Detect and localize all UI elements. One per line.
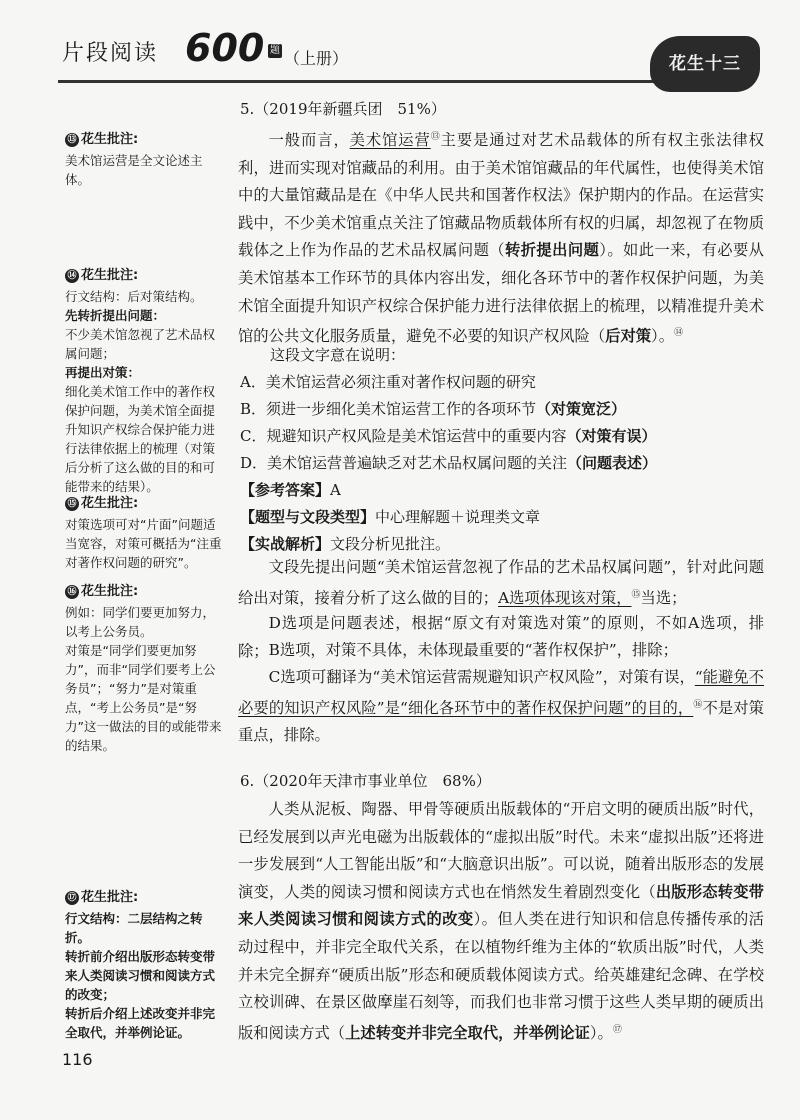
note-title — [65, 888, 225, 907]
note-ref: ⑯ — [693, 699, 703, 710]
explanation-4 — [238, 664, 764, 750]
question-6-heading: 6.（2020年天津市事业单位 68%） — [240, 772, 491, 790]
answer-line — [240, 479, 341, 500]
passage-text: ）。 — [589, 1023, 613, 1042]
passage-text: 一般而言， — [268, 131, 350, 150]
option-note: （对策有误） — [566, 427, 657, 445]
explanation-text: 文段先提出问题“美术馆运营忽视了作品的艺术品权属问题”，针对此问题给出对策，接着分析了这么做的目的； — [238, 558, 764, 607]
sidebar-note-17 — [65, 888, 225, 1042]
note-line: 再提出对策： — [65, 365, 141, 380]
page-header — [0, 0, 800, 100]
page-number: 116 — [62, 1050, 93, 1069]
book-number-badge: 题 — [270, 45, 280, 56]
explanation-underlined: “能避免不必要的知识产权风险”是“细化各环节中的著作权保护问题”的目的， — [238, 668, 764, 717]
note-title — [65, 266, 225, 285]
note-title-text: 花生批注: — [81, 268, 139, 283]
note-ref: ⑰ — [612, 1024, 622, 1035]
note-ref: ⑬ — [430, 132, 441, 142]
passage-emphasis: 转折提出问题 — [505, 241, 600, 260]
passage-text: ）。 — [651, 327, 674, 346]
passage-text: 主要是通过对艺术品载体的所有权主张法律权利，进而实现对馆藏品的利用。由于美术馆馆藏品的年代属性，也使得美术馆中的大量馆藏品是在《中华人民共和国著作权法》保护期内的作品。在运营实践中，不少美术馆重点关注了馆藏品物质载体所有权的归属，却忽视了在物质载体之上作为作品的艺术品权属问题（ — [238, 131, 764, 260]
question-6-passage — [238, 796, 764, 1047]
note-line: 细化美术馆工作中的著作权保护问题，为美术馆全面提升知识产权综合保护能力进行法律依据上的梳理（对策后分析了这么做的目的和可能带来的结果）。 — [65, 384, 216, 494]
explanation-3: B选项，对策不具体，未体现最重要的“著作权保护”，排除； — [268, 641, 678, 659]
answer-value: A — [330, 481, 341, 499]
type-value: 中心理解题＋说理类文章 — [375, 508, 541, 526]
note-number: ⑬ — [65, 133, 79, 147]
type-line — [240, 506, 540, 527]
passage-text: ）。但人类在进行知识和信息传播传承的活动过程中，并非完全取代关系，在以植物纤维为主体的“软质出版”时代，人类并未完全摒弃“硬质出版”形态和硬质载体阅读方式。给英雄建纪念碑、在学校立校训碑、在景区做摩崖石刻等，而我们也非常习惯于这些人类早期的硬质出版和阅读方式（ — [238, 910, 764, 1042]
note-ref: ⑭ — [674, 328, 684, 339]
book-title: 片段阅读 — [62, 41, 159, 66]
option-text: B．须进一步细化美术馆运营工作的各项环节 — [240, 400, 537, 418]
note-number: ⑭ — [65, 269, 79, 283]
explanation-underlined: A选项体现该对策， — [498, 588, 632, 607]
option-d — [240, 452, 657, 473]
explanation-2: D选项是问题表述，根据“原文有对策选对策”的原则，不如A选项，排除； — [238, 614, 764, 660]
analysis-label: 【实战解析】 — [240, 535, 331, 553]
note-line: 例如：同学们要更加努力，以考上公务员。 — [65, 605, 216, 639]
sidebar-note-15 — [65, 494, 225, 572]
note-number: ⑰ — [65, 891, 79, 905]
book-volume: （上册） — [284, 49, 349, 68]
note-title — [65, 582, 225, 601]
passage-emphasis: 上述转变并非完全取代，并举例论证 — [345, 1023, 590, 1042]
note-title-text: 花生批注: — [81, 132, 139, 147]
explanation-text: 当选； — [640, 588, 687, 607]
note-title — [65, 130, 225, 149]
note-line: 美术馆运营是全文论述主体。 — [65, 153, 203, 187]
answer-label: 【参考答案】 — [240, 481, 331, 499]
explanation-text: C选项可翻译为“美术馆运营需规避知识产权风险”，对策有误， — [268, 668, 695, 686]
option-c — [240, 425, 657, 446]
option-b — [240, 398, 626, 419]
note-title-text: 花生批注: — [81, 496, 139, 511]
brand-logo: 花生十三 — [650, 36, 760, 92]
analysis-value: 文段分析见批注。 — [330, 535, 451, 553]
passage-text: ）。如此一来，有必要从美术馆基本工作环节的具体内容出发，细化各环节中的著作权保护问题，为美术馆全面提升知识产权综合保护能力进行法律依据上的梳理，以精准提升美术馆的公共文化服务质量，避免不必要的知识产权风险（ — [238, 241, 764, 346]
analysis-line — [240, 533, 450, 554]
note-line: 对策选项可对“片面”问题适当宽容，对策可概括为“注重对著作权问题的研究”。 — [65, 517, 222, 570]
note-line: 行文结构：后对策结构。 — [65, 289, 203, 304]
sidebar-note-13 — [65, 130, 225, 189]
option-note: （问题表述） — [567, 454, 658, 472]
note-line: 先转折提出问题： — [65, 308, 166, 323]
option-text: D．美术馆运营普遍缺乏对艺术品权属问题的关注 — [240, 454, 568, 472]
option-note: （对策宽泛） — [536, 400, 627, 418]
note-title-text: 花生批注: — [81, 584, 139, 599]
book-number: 600 — [185, 26, 265, 70]
passage-emphasis: 出版形态转变带来人类阅读习惯和阅读方式的改变 — [238, 882, 764, 929]
header-rule — [58, 80, 658, 83]
note-number: ⑯ — [65, 585, 79, 599]
explanation-1 — [238, 554, 764, 612]
passage-underlined: 美术馆运营 — [349, 131, 431, 150]
passage-emphasis: 后对策 — [605, 327, 652, 346]
question-stem: 这段文字意在说明： — [270, 346, 406, 364]
note-ref: ⑮ — [631, 589, 641, 600]
note-line: 行文结构：二层结构之转折。 — [65, 911, 203, 945]
note-line: 转折后介绍上述改变并非完全取代，并举例论证。 — [65, 1006, 216, 1040]
question-5-heading: 5.（2019年新疆兵团 51%） — [240, 100, 446, 118]
option-a — [240, 371, 536, 392]
note-line: 对策是“同学们要更加努力”，而非“同学们要考上公务员”；“努力”是对策重点，“考上公务员”是“努力”这一做法的目的或能带来的结果。 — [65, 643, 222, 753]
type-label: 【题型与文段类型】 — [240, 508, 376, 526]
question-5-passage — [238, 124, 764, 351]
sidebar-note-16 — [65, 582, 225, 755]
explanation-text: 不是对策重点，排除。 — [238, 698, 764, 745]
note-title — [65, 494, 225, 513]
note-line: 不少美术馆忽视了艺术品权属问题； — [65, 327, 216, 361]
note-line: 转折前介绍出版形态转变带来人类阅读习惯和阅读方式的改变； — [65, 949, 216, 1002]
note-number: ⑮ — [65, 497, 79, 511]
option-text: A．美术馆运营必须注重对著作权问题的研究 — [240, 373, 536, 391]
passage-text: 人类从泥板、陶器、甲骨等硬质出版载体的“开启文明的硬质出版”时代，已经发展到以声光电磁为出版载体的“虚拟出版”时代。未来“虚拟出版”还将进一步发展到“人工智能出版”和“大脑意识出版”。可以说，随着出版形态的发展演变，人类的阅读习惯和阅读方式也在悄然发生着剧烈变化（ — [238, 800, 764, 901]
sidebar-note-14 — [65, 266, 225, 496]
option-text: C．规避知识产权风险是美术馆运营中的重要内容 — [240, 427, 567, 445]
note-title-text: 花生批注: — [81, 890, 139, 905]
